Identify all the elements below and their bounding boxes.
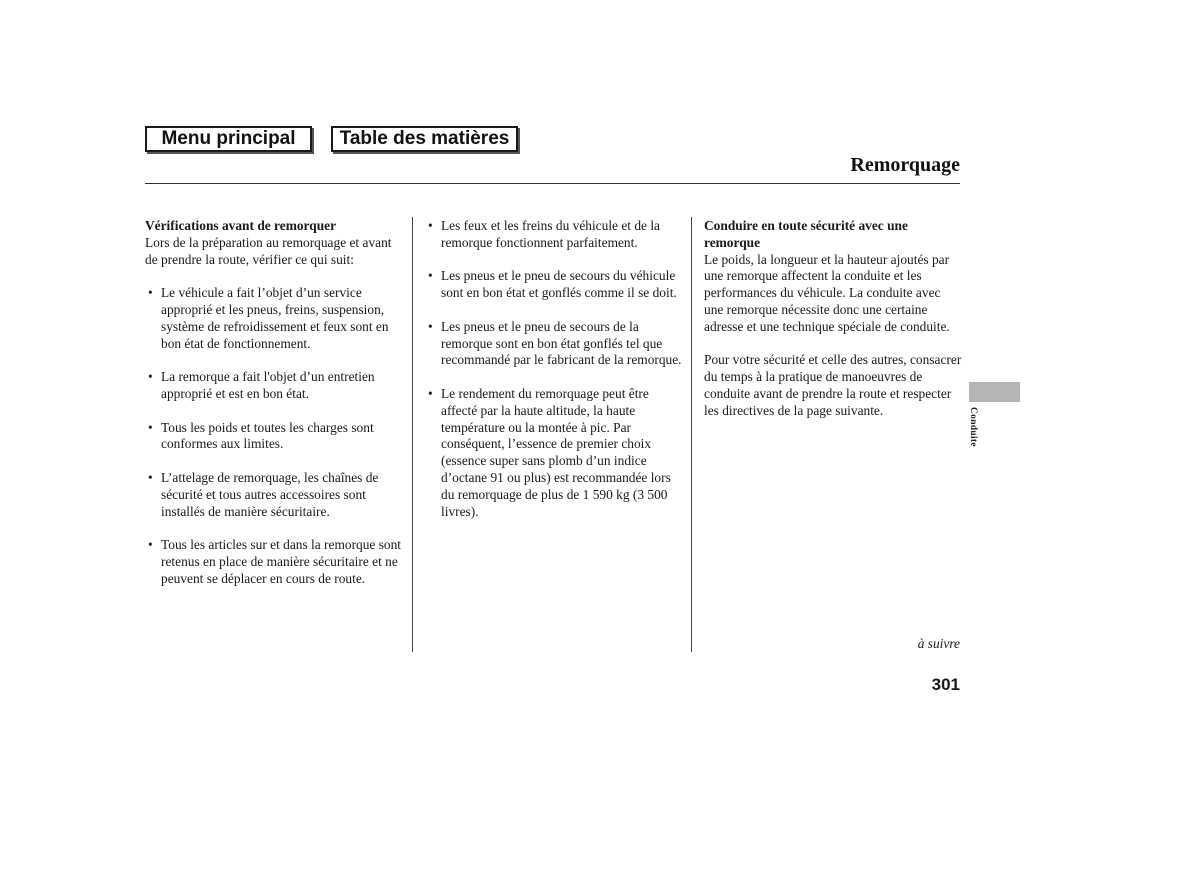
list-item: • Les pneus et le pneu de secours de la remorque sont en bon état gonflés tel que recommandé par le fabricant de la remorque.	[425, 319, 683, 369]
header-divider	[145, 183, 960, 184]
checklist-continued	[425, 218, 683, 520]
continued-label: à suivre	[917, 636, 960, 651]
page-number: 301	[931, 675, 960, 694]
column-divider	[412, 217, 413, 652]
column-3-paragraph: Le poids, la longueur et la hauteur ajoutés par une remorque affectent la conduite et les performances du véhicule. La conduite avec une remorque nécessite donc une certaine adresse et une technique spéciale de conduite.	[704, 251, 950, 334]
column-1-heading: Vérifications avant de remorquer	[145, 218, 337, 233]
list-item: • Le véhicule a fait l’objet d’un service approprié et les pneus, freins, suspension, système de refroidissement et feux sont en bon état de fonctionnement.	[145, 285, 407, 352]
list-item: • Tous les articles sur et dans la remorque sont retenus en place de manière sécuritaire et ne peuvent se déplacer en cours de route.	[145, 537, 407, 587]
column-2	[425, 218, 683, 520]
list-item: • Les pneus et le pneu de secours du véhicule sont en bon état et gonflés comme il se doit.	[425, 268, 683, 302]
column-3-heading: Conduire en toute sécurité avec une remorque	[704, 218, 908, 250]
chapter-tab-label: Conduite	[968, 407, 978, 447]
column-3-paragraph: Pour votre sécurité et celle des autres, consacrer du temps à la pratique de manoeuvres de conduite avant de prendre la route et respecter les directives de la page suivante.	[704, 352, 962, 418]
column-1	[145, 218, 407, 588]
list-item: • La remorque a fait l'objet d’un entretien approprié et est en bon état.	[145, 369, 407, 403]
chapter-tab	[969, 382, 1020, 402]
column-1-intro: Lors de la préparation au remorquage et avant de prendre la route, vérifier ce qui suit:	[145, 234, 392, 267]
list-item: • Les feux et les freins du véhicule et de la remorque fonctionnent parfaitement.	[425, 218, 683, 252]
column-3	[704, 218, 962, 420]
list-item: • Tous les poids et toutes les charges sont conformes aux limites.	[145, 420, 407, 454]
checklist	[145, 285, 407, 587]
list-item: • L’attelage de remorquage, les chaînes de sécurité et tous autres accessoires sont installés de manière sécuritaire.	[145, 470, 407, 520]
table-of-contents-button[interactable]: Table des matières	[331, 126, 518, 152]
section-title: Remorquage	[850, 154, 960, 176]
list-item: • Le rendement du remorquage peut être affecté par la haute altitude, la haute température ou la montée à pic. Par conséquent, l’essence de premier choix (essence super sans plomb d’un indice d’octane 91 ou plus) est recommandée lors du remorquage de plus de 1 590 kg (3 500 livres).	[425, 386, 683, 520]
main-menu-button[interactable]: Menu principal	[145, 126, 312, 152]
column-divider	[691, 217, 692, 652]
